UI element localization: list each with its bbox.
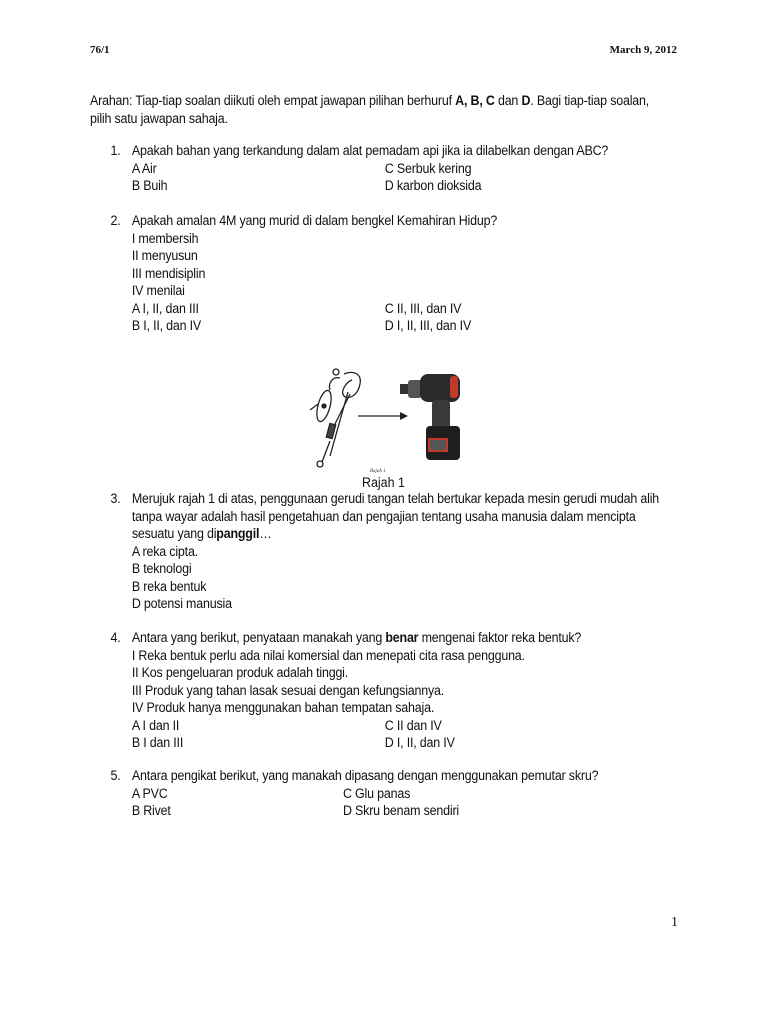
instructions-line1-pre: Arahan: Tiap-tiap soalan diikuti oleh empat jawapan pilihan berhuruf <box>90 93 456 108</box>
statement-iii: III mendisiplin <box>131 265 206 281</box>
question-4 <box>90 629 648 749</box>
statement-i: I Reka bentuk perlu ada nilai komersial dan menepati cita rasa pengguna. <box>131 647 525 663</box>
question-text: Apakah amalan 4M yang murid di dalam bengkel Kemahiran Hidup? <box>131 213 498 228</box>
hand-drill-illustration <box>310 369 360 467</box>
question-number: 4. <box>110 630 121 645</box>
option-c: B reka bentuk <box>131 578 207 594</box>
instructions-mid: dan <box>494 93 522 108</box>
arrow-icon <box>358 412 408 420</box>
option-b: B Rivet <box>131 803 171 818</box>
option-b: B teknologi <box>131 561 192 576</box>
statement-iv: IV Produk hanya menggunakan bahan tempatan sahaja. <box>131 700 435 715</box>
option-a: A PVC <box>131 785 168 801</box>
option-a: A reka cipta. <box>131 543 198 559</box>
statement-iv: IV menilai <box>131 283 185 298</box>
question-text-line1: Merujuk rajah 1 di atas, penggunaan gerudi tangan telah bertukar kepada mesin gerudi mudah alih <box>131 491 660 506</box>
question-text: Antara pengikat berikut, yang manakah dipasang dengan menggunakan pemutar skru? <box>131 768 599 783</box>
question-number: 3. <box>110 491 121 506</box>
option-b: B I, II, dan IV <box>131 318 202 333</box>
statement-ii: II menyusun <box>131 248 198 263</box>
option-b: B I dan III <box>131 735 184 750</box>
question-text <box>132 629 581 647</box>
option-a: A Air <box>131 160 157 176</box>
question-5 <box>90 767 648 827</box>
figure-caption: Rajah 1 <box>362 475 405 490</box>
option-a: A I dan II <box>131 717 180 733</box>
question-text-line3 <box>132 525 272 543</box>
question-number: 2. <box>110 213 121 228</box>
option-d: D potensi manusia <box>131 596 232 611</box>
figure-rajah-1 <box>300 366 470 476</box>
line3-bold: panggil <box>216 526 260 541</box>
exam-date: March 9, 2012 <box>609 44 677 56</box>
instructions-bold-abc: A, B, C <box>455 93 495 108</box>
option-d: D I, II, III, dan IV <box>384 318 472 333</box>
option-a: A I, II, dan III <box>131 300 199 316</box>
question-3 <box>90 490 660 611</box>
question-number: 1. <box>110 143 121 158</box>
page-number: 1 <box>671 915 678 930</box>
instructions <box>90 92 685 127</box>
option-c: C Glu panas <box>342 785 411 801</box>
cordless-drill-illustration <box>400 374 460 460</box>
question-number: 5. <box>110 768 121 783</box>
question-text: Apakah bahan yang terkandung dalam alat pemadam api jika ia dilabelkan dengan ABC? <box>131 143 609 158</box>
instructions-line1-post: . Bagi tiap-tiap soalan, <box>530 93 650 108</box>
q4-text-post: mengenai faktor reka bentuk? <box>418 630 582 645</box>
exam-code: 76/1 <box>90 44 110 56</box>
instructions-line2: pilih satu jawapan sahaja. <box>90 110 228 126</box>
figure-small-caption: Rajah 1 <box>370 469 386 474</box>
option-b: B Buih <box>131 178 168 193</box>
statement-ii: II Kos pengeluaran produk adalah tinggi. <box>131 665 349 680</box>
question-text-line2: tanpa wayar adalah hasil pengetahuan dan pengajian tentang usaha manusia dalam mencipta <box>131 508 636 524</box>
option-d: D karbon dioksida <box>384 178 482 193</box>
q4-text-bold: benar <box>385 630 419 645</box>
option-c: C Serbuk kering <box>384 160 472 176</box>
option-d: D I, II, dan IV <box>384 735 455 750</box>
q4-text-pre: Antara yang berikut, penyataan manakah yang <box>131 630 386 645</box>
option-c: C II, III, dan IV <box>384 300 462 316</box>
statement-i: I membersih <box>131 230 199 246</box>
option-c: C II dan IV <box>384 717 442 733</box>
instructions-bold-d: D <box>521 93 531 108</box>
option-d: D Skru benam sendiri <box>342 803 459 818</box>
statement-iii: III Produk yang tahan lasak sesuai dengan kefungsiannya. <box>131 682 445 698</box>
line3-pre: sesuatu yang di <box>131 526 217 541</box>
line3-post: … <box>259 526 272 541</box>
question-2 <box>90 212 648 332</box>
question-1 <box>90 142 648 202</box>
